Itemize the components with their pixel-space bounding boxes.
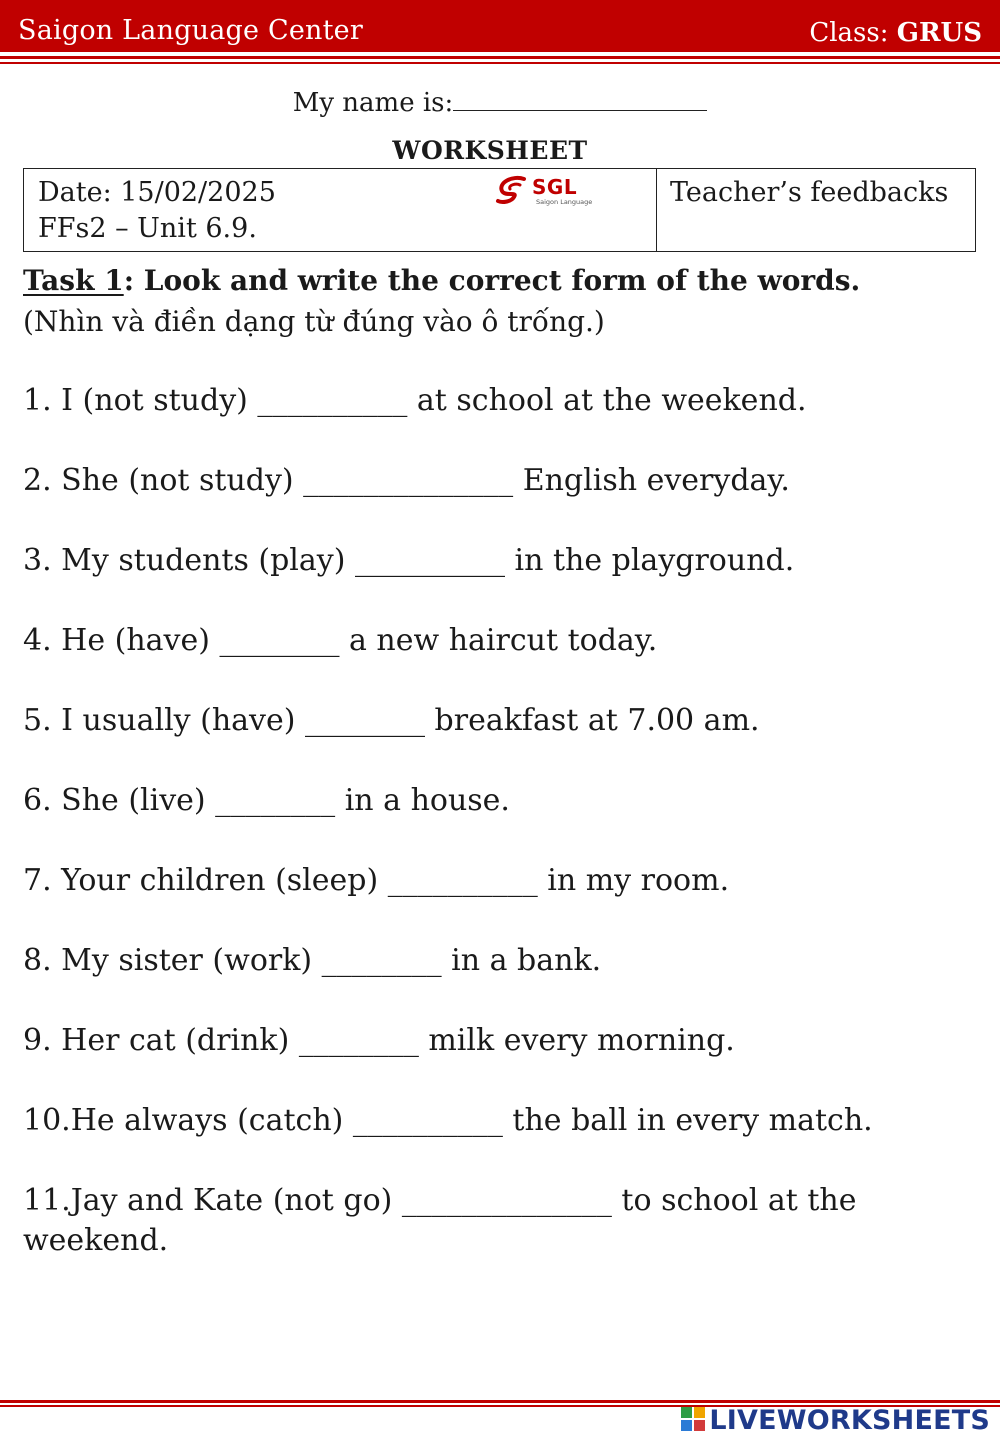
question-3[interactable]: 3. My students (play) __________ in the playground. — [23, 543, 795, 578]
header-bar — [0, 0, 1000, 52]
worksheet-title: WORKSHEET — [392, 136, 588, 165]
name-label: My name is: — [292, 88, 454, 118]
question-1[interactable]: 1. I (not study) __________ at school at the weekend. — [23, 383, 807, 418]
logo-subtext: Saigon Language — [536, 198, 593, 206]
liveworksheets-badge-icon — [681, 1407, 705, 1431]
question-10[interactable]: 10.He always (catch) __________ the ball in every match. — [23, 1103, 873, 1138]
question-11[interactable]: 11.Jay and Kate (not go) ______________ to school at the weekend. — [23, 1183, 857, 1258]
name-line — [0, 88, 1000, 118]
question-6[interactable]: 6. She (live) ________ in a house. — [23, 783, 510, 818]
logo-text: SGL — [532, 175, 578, 199]
question-5[interactable]: 5. I usually (have) ________ breakfast at 7.00 am. — [23, 703, 760, 738]
question-7[interactable]: 7. Your children (sleep) __________ in my room. — [23, 863, 730, 898]
date-text: Date: 15/02/2025 — [38, 177, 276, 208]
question-4[interactable]: 4. He (have) ________ a new haircut today. — [23, 623, 658, 658]
swirl-icon — [494, 175, 534, 207]
task-label: Task 1 — [23, 264, 124, 297]
header-rule-thin — [0, 62, 1000, 64]
info-divider — [656, 169, 657, 251]
class-label: Class: — [809, 18, 897, 48]
sgl-logo — [494, 175, 594, 207]
liveworksheets-logo — [681, 1405, 990, 1437]
task-instruction: : Look and write the correct form of the words. — [123, 264, 861, 297]
feedback-label: Teacher’s feedbacks — [670, 177, 949, 208]
question-8[interactable]: 8. My sister (work) ________ in a bank. — [23, 943, 602, 978]
class-value: GRUS — [896, 18, 982, 48]
footer-brand: LIVEWORKSHEETS — [709, 1405, 990, 1436]
name-blank[interactable] — [453, 90, 707, 111]
info-box — [23, 168, 976, 252]
center-name: Saigon Language Center — [18, 15, 363, 46]
header-rule — [0, 56, 1000, 59]
footer-rule — [0, 1400, 1000, 1403]
question-9[interactable]: 9. Her cat (drink) ________ milk every morning. — [23, 1023, 735, 1058]
class-info — [809, 18, 982, 48]
unit-text: FFs2 – Unit 6.9. — [38, 213, 257, 244]
task-translation: (Nhìn và điền dạng từ đúng vào ô trống.) — [23, 305, 605, 338]
question-2[interactable]: 2. She (not study) ______________ English everyday. — [23, 463, 790, 498]
task-heading — [23, 264, 860, 297]
